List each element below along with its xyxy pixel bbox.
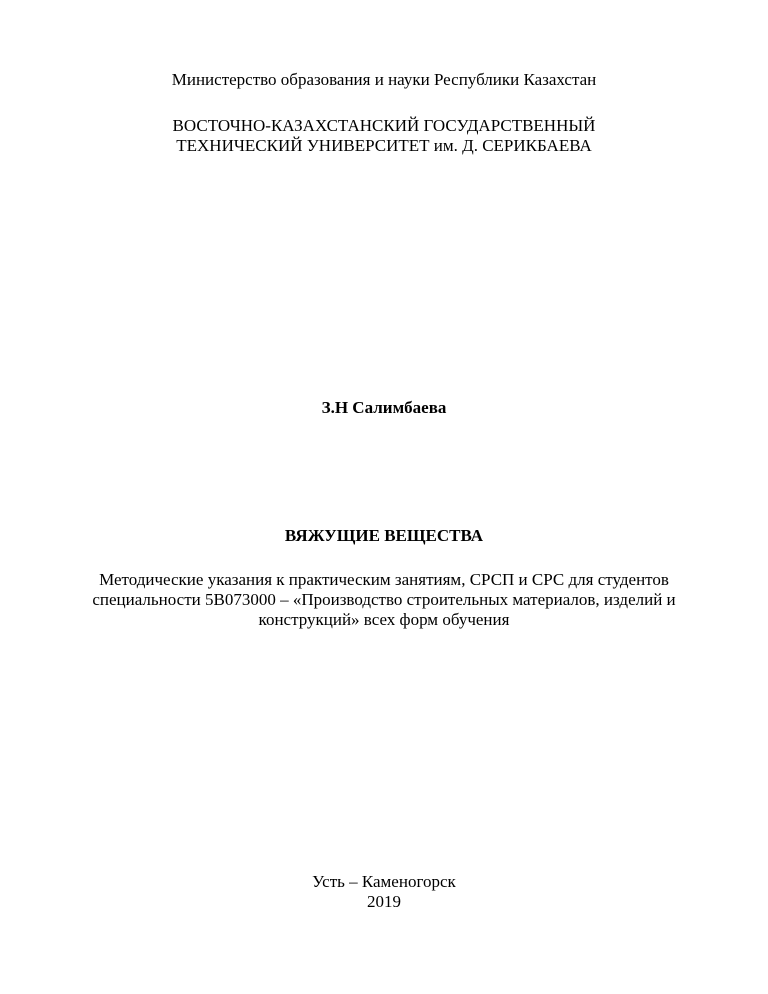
- publication-year: 2019: [367, 892, 401, 911]
- author-name: З.Н Салимбаева: [321, 398, 447, 417]
- subtitle-line-2: специальности 5В073000 – «Производство строительных материалов, изделий и: [92, 590, 676, 609]
- ministry-name: Министерство образования и науки Республики Казахстан: [171, 70, 597, 89]
- university-name-line-1: ВОСТОЧНО-КАЗАХСТАНСКИЙ ГОСУДАРСТВЕННЫЙ: [172, 116, 596, 135]
- document-title: ВЯЖУЩИЕ ВЕЩЕСТВА: [284, 526, 484, 545]
- university-name-line-2: ТЕХНИЧЕСКИЙ УНИВЕРСИТЕТ им. Д. СЕРИКБАЕВА: [176, 136, 592, 155]
- publication-city: Усть – Каменогорск: [312, 872, 456, 891]
- subtitle-line-3: конструкций» всех форм обучения: [258, 610, 510, 629]
- subtitle-line-1: Методические указания к практическим занятиям, СРСП и СРС для студентов: [99, 570, 669, 589]
